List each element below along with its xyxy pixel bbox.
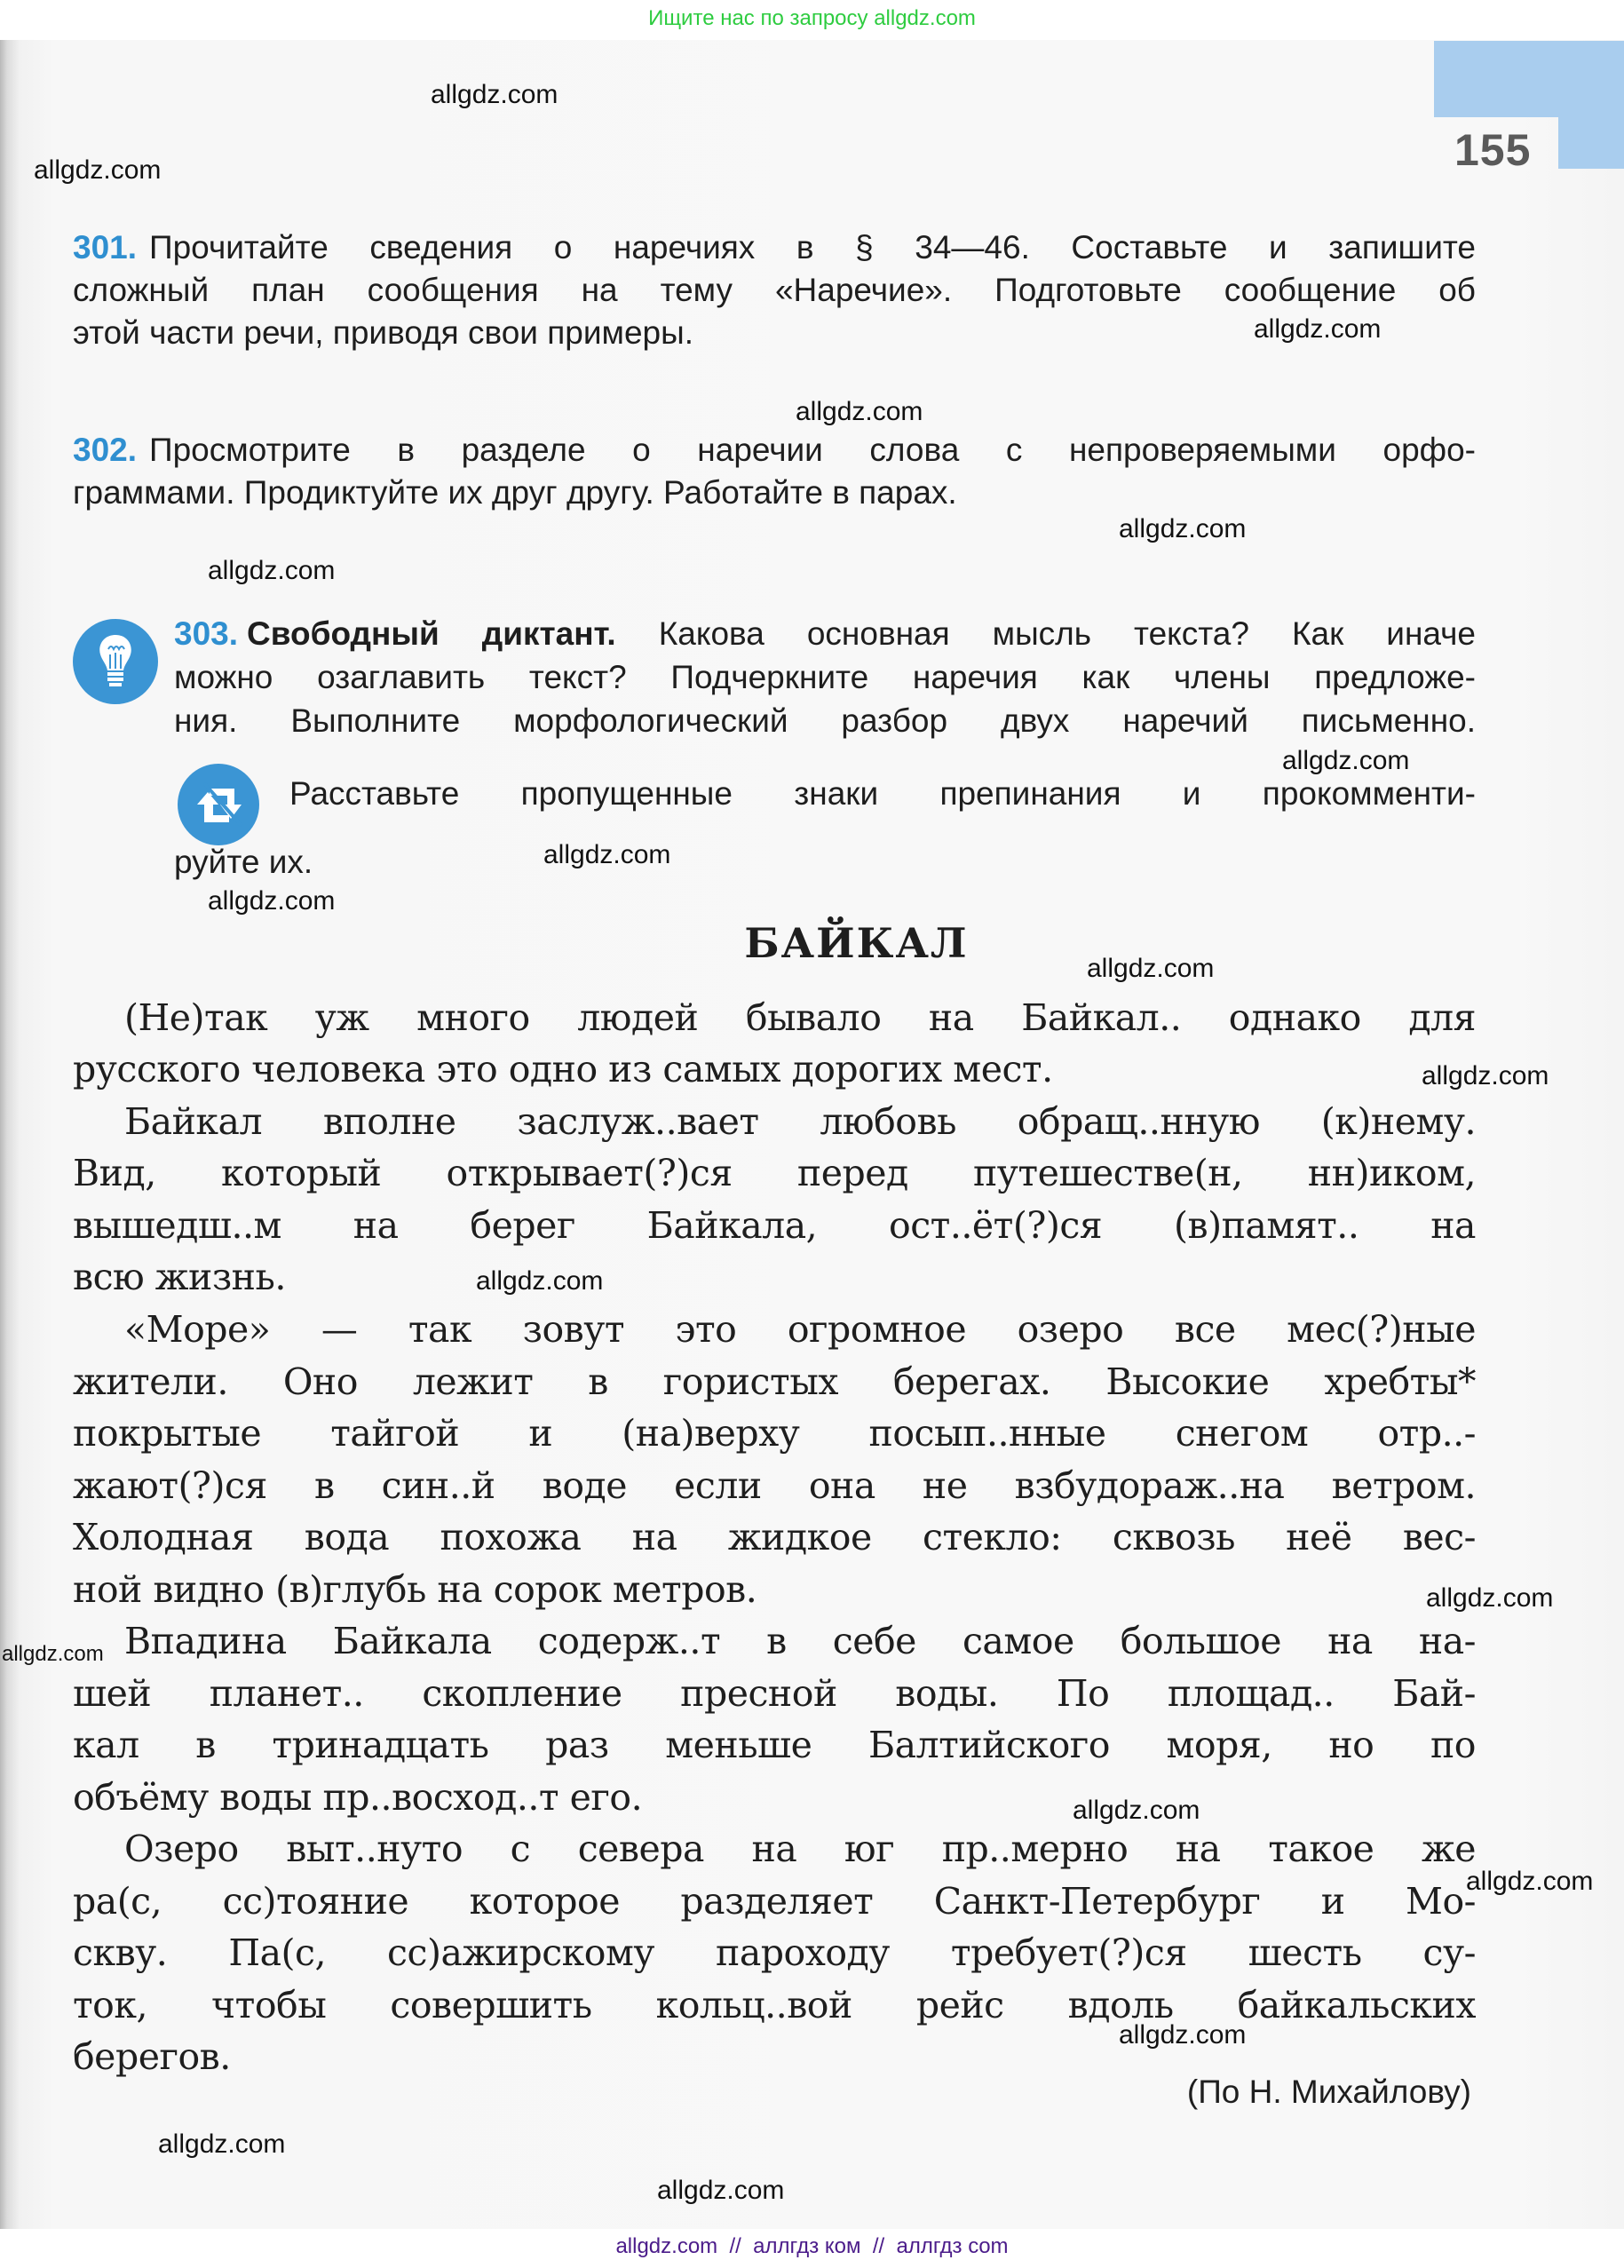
text-line: объёму воды пр..восход..т его. — [73, 1776, 643, 1819]
text-line: берегов. — [73, 2035, 231, 2078]
exercise-line: сложный план сообщения на тему «Наречие». Подготовьте сообщение об — [73, 272, 1476, 308]
exercise-line: 302. Просмотрите в разделе о наречии слова с непроверяемыми орфо- — [73, 432, 1476, 468]
text-line: ной видно (в)глубь на сорок метров. — [73, 1568, 757, 1611]
watermark: allgdz.com — [2, 1642, 104, 1666]
exercise-line: граммами. Продиктуйте их друг другу. Работайте в парах. — [73, 474, 957, 511]
exercise-number: 302. — [73, 432, 138, 468]
text-line: (Не)так уж много людей бывало на Байкал.. однако для — [124, 996, 1476, 1039]
watermark: allgdz.com — [543, 840, 671, 869]
text-line: вышедш..м на берег Байкала, ост..ёт(?)ся (в)памят.. на — [73, 1204, 1476, 1247]
exercise-title: Свободный диктант. — [247, 615, 616, 652]
text-line: жители. Оно лежит в гористых берегах. Высокие хребты* — [73, 1360, 1476, 1403]
exercise-line: руйте их. — [174, 844, 313, 880]
watermark: allgdz.com — [1073, 1796, 1200, 1825]
repeat-arrows-icon — [178, 764, 259, 845]
watermark: allgdz.com — [208, 886, 336, 916]
exercise-line: Расставьте пропущенные знаки препинания и прокомменти- — [289, 775, 1476, 812]
exercise-number: 303. — [174, 615, 239, 652]
watermark: allgdz.com — [1254, 314, 1382, 344]
watermark: allgdz.com — [1466, 1867, 1594, 1896]
exercise-line: 303. Свободный диктант. Какова основная мысль текста? Как иначе — [174, 615, 1477, 652]
watermark: allgdz.com — [1087, 954, 1215, 983]
watermark: allgdz.com — [1422, 1061, 1549, 1090]
watermark: allgdz.com — [1119, 2020, 1247, 2050]
lightbulb-icon — [73, 619, 158, 704]
text-line: скву. Па(с, сс)ажирскому пароходу требует(?)ся шесть су- — [73, 1931, 1476, 1974]
text-line: покрытые тайгой и (на)верху посып..нные снегом отр..- — [73, 1412, 1476, 1455]
watermark: allgdz.com — [476, 1266, 604, 1296]
watermark: allgdz.com — [657, 2176, 785, 2205]
watermark: allgdz.com — [1119, 514, 1247, 543]
footer-banner — [0, 2229, 1624, 2268]
text-line: всю жизнь. — [73, 1256, 286, 1298]
text-line: «Море» — так зовут это огромное озеро все мес(?)ные — [124, 1308, 1476, 1351]
exercise-line: ния. Выполните морфологический разбор двух наречий письменно. — [174, 702, 1476, 739]
text-line: шей планет.. скопление пресной воды. По площад.. Бай- — [73, 1672, 1476, 1715]
top-banner — [0, 0, 1624, 40]
exercise-number: 301. — [73, 229, 138, 266]
page-tab-side — [1558, 115, 1624, 169]
text-line: кал в тринадцать раз меньше Балтийского моря, но по — [73, 1724, 1476, 1766]
watermark: allgdz.com — [796, 397, 923, 426]
exercise-line: 301. Прочитайте сведения о наречиях в § 34—46. Составьте и запишите — [73, 229, 1476, 266]
text-line: ра(с, сс)тояние которое разделяет Санкт-Петербург и Мо- — [73, 1880, 1476, 1923]
footer-text: allgdz.com // аллгдз ком // аллгдз com — [615, 2234, 1009, 2258]
exercise-line: этой части речи, приводя свои примеры. — [73, 314, 694, 351]
watermark: allgdz.com — [158, 2129, 286, 2159]
text-line: Впадина Байкала содерж..т в себе самое большое на на- — [124, 1620, 1476, 1662]
text-title: БАЙКАЛ — [744, 919, 969, 967]
watermark: allgdz.com — [431, 80, 558, 109]
exercise-line: можно озаглавить текст? Подчеркните наречия как члены предложе- — [174, 659, 1476, 695]
text-author: (По Н. Михайлову) — [1186, 2074, 1471, 2110]
text-line: русского человека это одно из самых дорогих мест. — [73, 1048, 1053, 1090]
text-line: Озеро выт..нуто с севера на юг пр..мерно на такое же — [124, 1828, 1476, 1870]
watermark: allgdz.com — [1426, 1583, 1554, 1613]
banner-text: Ищите нас по запросу allgdz.com — [648, 6, 976, 30]
page-tab — [1434, 41, 1624, 117]
text-line: жают(?)ся в син..й воде если она не взбудораж..на ветром. — [73, 1464, 1476, 1507]
text-line: Байкал вполне заслуж..вает любовь обращ..нную (к)нему. — [124, 1100, 1476, 1143]
watermark: allgdz.com — [1282, 746, 1410, 775]
text-line: Вид, который открывает(?)ся перед путешестве(н, нн)иком, — [73, 1152, 1476, 1194]
text-line: Холодная вода похожа на жидкое стекло: сквозь неё вес- — [73, 1516, 1476, 1558]
text-line: ток, чтобы совершить кольц..вой рейс вдоль байкальских — [73, 1984, 1476, 2026]
page-number: 155 — [1454, 125, 1532, 175]
watermark: allgdz.com — [34, 155, 162, 185]
watermark: allgdz.com — [208, 556, 336, 585]
